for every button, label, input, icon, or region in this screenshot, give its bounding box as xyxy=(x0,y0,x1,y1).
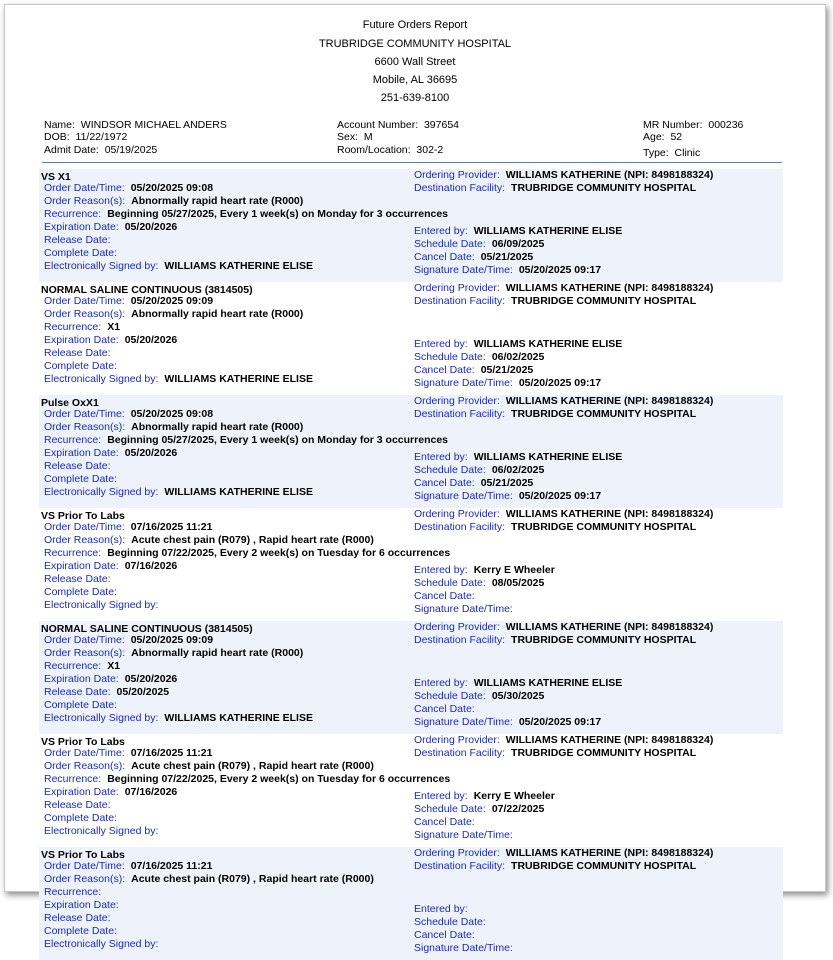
electronically-signed-by-label: Electronically Signed by: xyxy=(44,938,159,950)
expiration-date-value: 05/20/2026 xyxy=(124,221,178,233)
order-reasons-value: Abnormally rapid heart rate (R000) xyxy=(131,195,304,207)
schedule-date-label: Schedule Date: xyxy=(414,351,486,363)
release-date-row xyxy=(44,912,117,924)
electronically-signed-by-row xyxy=(44,486,313,498)
schedule-date-value: 05/30/2025 xyxy=(491,690,545,702)
order-reasons-row xyxy=(44,760,374,772)
recurrence-row xyxy=(44,547,450,559)
recurrence-label: Recurrence: xyxy=(44,208,102,220)
order-reasons-label: Order Reason(s): xyxy=(44,534,126,546)
report-page xyxy=(4,4,826,954)
signature-date-time-row xyxy=(414,829,519,841)
entered-by-row xyxy=(414,338,622,350)
order-reasons-label: Order Reason(s): xyxy=(44,421,126,433)
release-date-label: Release Date: xyxy=(44,460,111,472)
hospital-phone: 251-639-8100 xyxy=(380,92,450,104)
expiration-date-row xyxy=(44,221,177,233)
ordering-provider-row xyxy=(414,621,713,633)
recurrence-row xyxy=(44,434,448,446)
order-reasons-value: Acute chest pain (R079) , Rapid heart rate (R000) xyxy=(131,760,374,772)
schedule-date-label: Schedule Date: xyxy=(414,690,486,702)
cancel-date-label: Cancel Date: xyxy=(414,816,475,828)
ordering-provider-row xyxy=(414,508,713,520)
complete-date-row xyxy=(44,925,123,937)
account-label: Account Number: xyxy=(337,119,419,131)
order-block xyxy=(39,621,783,734)
schedule-date-label: Schedule Date: xyxy=(414,803,486,815)
complete-date-label: Complete Date: xyxy=(44,586,117,598)
recurrence-row xyxy=(44,886,107,898)
order-date-value: 05/20/2025 09:09 xyxy=(130,295,214,307)
order-reasons-label: Order Reason(s): xyxy=(44,760,126,772)
expiration-date-value: 05/20/2026 xyxy=(124,673,178,685)
complete-date-row xyxy=(44,699,123,711)
schedule-date-value: 06/02/2025 xyxy=(491,464,545,476)
order-date-row xyxy=(44,182,213,194)
destination-facility-value: TRUBRIDGE COMMUNITY HOSPITAL xyxy=(511,182,697,194)
release-date-label: Release Date: xyxy=(44,573,111,585)
entered-by-label: Entered by: xyxy=(414,451,468,463)
destination-facility-label: Destination Facility: xyxy=(414,860,506,872)
electronically-signed-by-row xyxy=(44,373,313,385)
ordering-provider-value: WILLIAMS KATHERINE (NPI: 8498188324) xyxy=(505,395,714,407)
entered-by-value: WILLIAMS KATHERINE ELISE xyxy=(473,677,623,689)
order-date-value: 07/16/2025 11:21 xyxy=(130,521,213,533)
sex-row xyxy=(337,131,373,143)
schedule-date-value: 08/05/2025 xyxy=(491,577,545,589)
order-date-value: 07/16/2025 11:21 xyxy=(130,860,213,872)
order-reasons-row xyxy=(44,534,374,546)
patient-admit-row xyxy=(44,144,157,156)
entered-by-value: WILLIAMS KATHERINE ELISE xyxy=(473,225,623,237)
schedule-date-row xyxy=(414,916,492,928)
order-date-value: 07/16/2025 11:21 xyxy=(130,747,213,759)
release-date-label: Release Date: xyxy=(44,799,111,811)
room-row xyxy=(337,144,443,156)
order-title: NORMAL SALINE CONTINUOUS (3814505) xyxy=(41,623,253,635)
order-title: VS X1 xyxy=(41,171,71,183)
destination-facility-row xyxy=(414,634,696,646)
signature-date-time-label: Signature Date/Time: xyxy=(414,716,513,728)
destination-facility-value: TRUBRIDGE COMMUNITY HOSPITAL xyxy=(511,521,697,533)
destination-facility-row xyxy=(414,408,696,420)
cancel-date-label: Cancel Date: xyxy=(414,364,475,376)
release-date-row xyxy=(44,460,117,472)
expiration-date-value: 05/20/2026 xyxy=(124,447,178,459)
cancel-date-row xyxy=(414,929,481,941)
schedule-date-label: Schedule Date: xyxy=(414,577,486,589)
order-date-row xyxy=(44,408,213,420)
destination-facility-value: TRUBRIDGE COMMUNITY HOSPITAL xyxy=(511,295,697,307)
recurrence-row xyxy=(44,321,120,333)
electronically-signed-by-row xyxy=(44,599,164,611)
recurrence-label: Recurrence: xyxy=(44,434,102,446)
entered-by-label: Entered by: xyxy=(414,564,468,576)
account-number: 397654 xyxy=(423,119,460,131)
expiration-date-value: 05/20/2026 xyxy=(124,334,178,346)
ordering-provider-label: Ordering Provider: xyxy=(414,169,500,181)
expiration-date-label: Expiration Date: xyxy=(44,221,119,233)
order-reasons-value: Abnormally rapid heart rate (R000) xyxy=(131,308,304,320)
order-block xyxy=(39,508,783,621)
order-block xyxy=(39,282,783,395)
signature-date-time-row xyxy=(414,264,601,276)
expiration-date-label: Expiration Date: xyxy=(44,899,119,911)
schedule-date-value: 07/22/2025 xyxy=(491,803,545,815)
recurrence-value: X1 xyxy=(107,321,121,333)
electronically-signed-by-label: Electronically Signed by: xyxy=(44,260,159,272)
entered-by-value: Kerry E Wheeler xyxy=(473,790,555,802)
ordering-provider-label: Ordering Provider: xyxy=(414,508,500,520)
destination-facility-value: TRUBRIDGE COMMUNITY HOSPITAL xyxy=(511,408,697,420)
entered-by-label: Entered by: xyxy=(414,225,468,237)
account-row xyxy=(337,119,459,131)
electronically-signed-by-value: WILLIAMS KATHERINE ELISE xyxy=(164,260,313,272)
schedule-date-row xyxy=(414,238,544,250)
recurrence-value: Beginning 05/27/2025, Every 1 week(s) on Monday for 3 occurrences xyxy=(107,434,449,446)
signature-date-time-label: Signature Date/Time: xyxy=(414,942,513,954)
cancel-date-row xyxy=(414,477,533,489)
expiration-date-label: Expiration Date: xyxy=(44,673,119,685)
order-reasons-label: Order Reason(s): xyxy=(44,195,126,207)
recurrence-row xyxy=(44,660,120,672)
signature-date-time-row xyxy=(414,716,601,728)
schedule-date-label: Schedule Date: xyxy=(414,238,486,250)
order-reasons-row xyxy=(44,873,374,885)
destination-facility-row xyxy=(414,182,696,194)
ordering-provider-row xyxy=(414,395,713,407)
ordering-provider-value: WILLIAMS KATHERINE (NPI: 8498188324) xyxy=(505,847,714,859)
order-date-value: 05/20/2025 09:08 xyxy=(130,408,214,420)
complete-date-row xyxy=(44,360,123,372)
destination-facility-row xyxy=(414,521,696,533)
signature-date-time-label: Signature Date/Time: xyxy=(414,490,513,502)
signature-date-time-label: Signature Date/Time: xyxy=(414,829,513,841)
entered-by-label: Entered by: xyxy=(414,790,468,802)
release-date-row xyxy=(44,347,117,359)
admit-label: Admit Date: xyxy=(44,144,99,156)
patient-admit-date: 05/19/2025 xyxy=(104,144,158,156)
room-location: 302-2 xyxy=(416,144,444,156)
destination-facility-value: TRUBRIDGE COMMUNITY HOSPITAL xyxy=(511,634,697,646)
sex-label: Sex: xyxy=(337,131,359,143)
cancel-date-label: Cancel Date: xyxy=(414,590,475,602)
schedule-date-row xyxy=(414,464,544,476)
signature-date-time-row xyxy=(414,490,601,502)
ordering-provider-label: Ordering Provider: xyxy=(414,282,500,294)
expiration-date-row xyxy=(44,899,125,911)
report-title: Future Orders Report xyxy=(362,19,468,31)
order-date-label: Order Date/Time: xyxy=(44,408,125,420)
cancel-date-label: Cancel Date: xyxy=(414,477,475,489)
ordering-provider-row xyxy=(414,847,713,859)
order-title: VS Prior To Labs xyxy=(41,510,125,522)
order-reasons-label: Order Reason(s): xyxy=(44,308,126,320)
order-date-label: Order Date/Time: xyxy=(44,521,125,533)
recurrence-label: Recurrence: xyxy=(44,321,102,333)
electronically-signed-by-row xyxy=(44,938,164,950)
expiration-date-row xyxy=(44,673,177,685)
release-date-row xyxy=(44,234,117,246)
mr-label: MR Number: xyxy=(643,119,703,131)
electronically-signed-by-label: Electronically Signed by: xyxy=(44,825,159,837)
age-row xyxy=(643,131,682,143)
order-reasons-row xyxy=(44,421,303,433)
cancel-date-value: 05/21/2025 xyxy=(480,251,534,263)
destination-facility-label: Destination Facility: xyxy=(414,295,506,307)
order-date-label: Order Date/Time: xyxy=(44,295,125,307)
patient-dob: 11/22/1972 xyxy=(75,131,128,143)
order-date-value: 05/20/2025 09:09 xyxy=(130,634,214,646)
signature-date-time-value: 05/20/2025 09:17 xyxy=(518,490,602,502)
hospital-address-1: 6600 Wall Street xyxy=(374,56,456,68)
order-date-row xyxy=(44,521,212,533)
order-title: NORMAL SALINE CONTINUOUS (3814505) xyxy=(41,284,253,296)
order-block xyxy=(39,734,783,847)
order-block xyxy=(39,169,783,282)
hospital-name: TRUBRIDGE COMMUNITY HOSPITAL xyxy=(318,38,512,50)
cancel-date-row xyxy=(414,251,533,263)
cancel-date-row xyxy=(414,364,533,376)
expiration-date-row xyxy=(44,334,177,346)
ordering-provider-row xyxy=(414,282,713,294)
schedule-date-label: Schedule Date: xyxy=(414,464,486,476)
signature-date-time-row xyxy=(414,603,519,615)
cancel-date-row xyxy=(414,816,481,828)
order-block xyxy=(39,395,783,508)
expiration-date-value: 07/16/2026 xyxy=(124,786,178,798)
expiration-date-label: Expiration Date: xyxy=(44,560,119,572)
complete-date-row xyxy=(44,586,123,598)
order-title: Pulse OxX1 xyxy=(41,397,99,409)
release-date-label: Release Date: xyxy=(44,912,111,924)
destination-facility-label: Destination Facility: xyxy=(414,408,506,420)
recurrence-value: Beginning 07/22/2025, Every 2 week(s) on Tuesday for 6 occurrences xyxy=(107,773,451,785)
schedule-date-value: 06/09/2025 xyxy=(491,238,545,250)
ordering-provider-value: WILLIAMS KATHERINE (NPI: 8498188324) xyxy=(505,734,714,746)
recurrence-label: Recurrence: xyxy=(44,773,102,785)
expiration-date-label: Expiration Date: xyxy=(44,334,119,346)
order-date-row xyxy=(44,860,212,872)
header-divider xyxy=(42,162,782,163)
cancel-date-label: Cancel Date: xyxy=(414,251,475,263)
schedule-date-value: 06/02/2025 xyxy=(491,351,545,363)
patient-sex: M xyxy=(363,131,373,143)
expiration-date-row xyxy=(44,560,177,572)
recurrence-label: Recurrence: xyxy=(44,886,102,898)
electronically-signed-by-row xyxy=(44,825,164,837)
release-date-row xyxy=(44,573,117,585)
order-title: VS Prior To Labs xyxy=(41,736,125,748)
ordering-provider-label: Ordering Provider: xyxy=(414,621,500,633)
recurrence-label: Recurrence: xyxy=(44,547,102,559)
complete-date-label: Complete Date: xyxy=(44,360,117,372)
entered-by-row xyxy=(414,903,474,915)
entered-by-value: WILLIAMS KATHERINE ELISE xyxy=(473,451,623,463)
destination-facility-row xyxy=(414,747,696,759)
ordering-provider-label: Ordering Provider: xyxy=(414,847,500,859)
order-date-label: Order Date/Time: xyxy=(44,747,125,759)
ordering-provider-value: WILLIAMS KATHERINE (NPI: 8498188324) xyxy=(505,169,714,181)
patient-type: Clinic xyxy=(674,147,701,159)
entered-by-label: Entered by: xyxy=(414,338,468,350)
complete-date-label: Complete Date: xyxy=(44,247,117,259)
schedule-date-row xyxy=(414,803,544,815)
electronically-signed-by-value: WILLIAMS KATHERINE ELISE xyxy=(164,486,313,498)
release-date-label: Release Date: xyxy=(44,234,111,246)
complete-date-row xyxy=(44,812,123,824)
dob-label: DOB: xyxy=(44,131,70,143)
age-label: Age: xyxy=(643,131,665,143)
order-reasons-value: Acute chest pain (R079) , Rapid heart rate (R000) xyxy=(131,873,374,885)
electronically-signed-by-label: Electronically Signed by: xyxy=(44,373,159,385)
order-reasons-label: Order Reason(s): xyxy=(44,647,126,659)
electronically-signed-by-value: WILLIAMS KATHERINE ELISE xyxy=(164,712,313,724)
ordering-provider-label: Ordering Provider: xyxy=(414,395,500,407)
entered-by-value: WILLIAMS KATHERINE ELISE xyxy=(473,338,623,350)
electronically-signed-by-value: WILLIAMS KATHERINE ELISE xyxy=(164,373,313,385)
release-date-value: 05/20/2025 xyxy=(116,686,170,698)
complete-date-label: Complete Date: xyxy=(44,812,117,824)
electronically-signed-by-label: Electronically Signed by: xyxy=(44,599,159,611)
expiration-date-label: Expiration Date: xyxy=(44,447,119,459)
mr-number: 000236 xyxy=(708,119,744,131)
patient-name-row xyxy=(44,119,227,131)
order-reasons-value: Acute chest pain (R079) , Rapid heart rate (R000) xyxy=(131,534,374,546)
cancel-date-label: Cancel Date: xyxy=(414,929,475,941)
order-date-row xyxy=(44,747,212,759)
expiration-date-row xyxy=(44,786,177,798)
ordering-provider-label: Ordering Provider: xyxy=(414,734,500,746)
complete-date-label: Complete Date: xyxy=(44,925,117,937)
entered-by-row xyxy=(414,564,555,576)
ordering-provider-value: WILLIAMS KATHERINE (NPI: 8498188324) xyxy=(505,621,714,633)
recurrence-row xyxy=(44,773,450,785)
order-date-label: Order Date/Time: xyxy=(44,860,125,872)
signature-date-time-row xyxy=(414,377,601,389)
signature-date-time-label: Signature Date/Time: xyxy=(414,377,513,389)
entered-by-value: Kerry E Wheeler xyxy=(473,564,555,576)
order-block xyxy=(39,847,783,960)
ordering-provider-row xyxy=(414,169,713,181)
expiration-date-value: 07/16/2026 xyxy=(124,560,178,572)
patient-name: WINDSOR MICHAEL ANDERS xyxy=(80,119,227,131)
order-reasons-value: Abnormally rapid heart rate (R000) xyxy=(131,421,304,433)
patient-age: 52 xyxy=(670,131,683,143)
electronically-signed-by-row xyxy=(44,712,313,724)
cancel-date-label: Cancel Date: xyxy=(414,703,475,715)
entered-by-label: Entered by: xyxy=(414,677,468,689)
type-row xyxy=(643,147,700,159)
destination-facility-row xyxy=(414,295,696,307)
ordering-provider-row xyxy=(414,734,713,746)
recurrence-row xyxy=(44,208,448,220)
signature-date-time-value: 05/20/2025 09:17 xyxy=(518,264,602,276)
order-date-row xyxy=(44,634,213,646)
ordering-provider-value: WILLIAMS KATHERINE (NPI: 8498188324) xyxy=(505,282,714,294)
signature-date-time-value: 05/20/2025 09:17 xyxy=(518,716,602,728)
recurrence-value: X1 xyxy=(107,660,121,672)
name-label: Name: xyxy=(44,119,75,131)
expiration-date-row xyxy=(44,447,177,459)
expiration-date-label: Expiration Date: xyxy=(44,786,119,798)
cancel-date-value: 05/21/2025 xyxy=(480,477,534,489)
hospital-address-2: Mobile, AL 36695 xyxy=(372,74,458,86)
release-date-label: Release Date: xyxy=(44,686,111,698)
destination-facility-label: Destination Facility: xyxy=(414,634,506,646)
destination-facility-label: Destination Facility: xyxy=(414,182,506,194)
patient-dob-row xyxy=(44,131,127,143)
complete-date-label: Complete Date: xyxy=(44,699,117,711)
destination-facility-row xyxy=(414,860,696,872)
destination-facility-value: TRUBRIDGE COMMUNITY HOSPITAL xyxy=(511,860,697,872)
electronically-signed-by-label: Electronically Signed by: xyxy=(44,712,159,724)
release-date-row xyxy=(44,686,169,698)
order-date-row xyxy=(44,295,213,307)
schedule-date-label: Schedule Date: xyxy=(414,916,486,928)
schedule-date-row xyxy=(414,577,544,589)
order-reasons-row xyxy=(44,647,303,659)
electronically-signed-by-label: Electronically Signed by: xyxy=(44,486,159,498)
entered-by-label: Entered by: xyxy=(414,903,468,915)
destination-facility-label: Destination Facility: xyxy=(414,521,506,533)
order-reasons-row xyxy=(44,308,303,320)
room-label: Room/Location: xyxy=(337,144,411,156)
order-date-label: Order Date/Time: xyxy=(44,182,125,194)
order-title: VS Prior To Labs xyxy=(41,849,125,861)
order-date-label: Order Date/Time: xyxy=(44,634,125,646)
recurrence-value: Beginning 05/27/2025, Every 1 week(s) on Monday for 3 occurrences xyxy=(107,208,449,220)
order-reasons-label: Order Reason(s): xyxy=(44,873,126,885)
order-date-value: 05/20/2025 09:08 xyxy=(130,182,214,194)
order-reasons-value: Abnormally rapid heart rate (R000) xyxy=(131,647,304,659)
recurrence-value: Beginning 07/22/2025, Every 2 week(s) on Tuesday for 6 occurrences xyxy=(107,547,451,559)
destination-facility-value: TRUBRIDGE COMMUNITY HOSPITAL xyxy=(511,747,697,759)
cancel-date-row xyxy=(414,590,481,602)
ordering-provider-value: WILLIAMS KATHERINE (NPI: 8498188324) xyxy=(505,508,714,520)
cancel-date-value: 05/21/2025 xyxy=(480,364,534,376)
entered-by-row xyxy=(414,451,622,463)
release-date-row xyxy=(44,799,117,811)
complete-date-row xyxy=(44,473,123,485)
entered-by-row xyxy=(414,790,555,802)
schedule-date-row xyxy=(414,351,544,363)
destination-facility-label: Destination Facility: xyxy=(414,747,506,759)
electronically-signed-by-row xyxy=(44,260,313,272)
type-label: Type: xyxy=(643,147,669,159)
entered-by-row xyxy=(414,225,622,237)
schedule-date-row xyxy=(414,690,544,702)
signature-date-time-value: 05/20/2025 09:17 xyxy=(518,377,602,389)
recurrence-label: Recurrence: xyxy=(44,660,102,672)
order-reasons-row xyxy=(44,195,303,207)
complete-date-row xyxy=(44,247,123,259)
cancel-date-row xyxy=(414,703,481,715)
entered-by-row xyxy=(414,677,622,689)
signature-date-time-label: Signature Date/Time: xyxy=(414,603,513,615)
signature-date-time-label: Signature Date/Time: xyxy=(414,264,513,276)
complete-date-label: Complete Date: xyxy=(44,473,117,485)
mr-row xyxy=(643,119,743,131)
release-date-label: Release Date: xyxy=(44,347,111,359)
signature-date-time-row xyxy=(414,942,519,954)
